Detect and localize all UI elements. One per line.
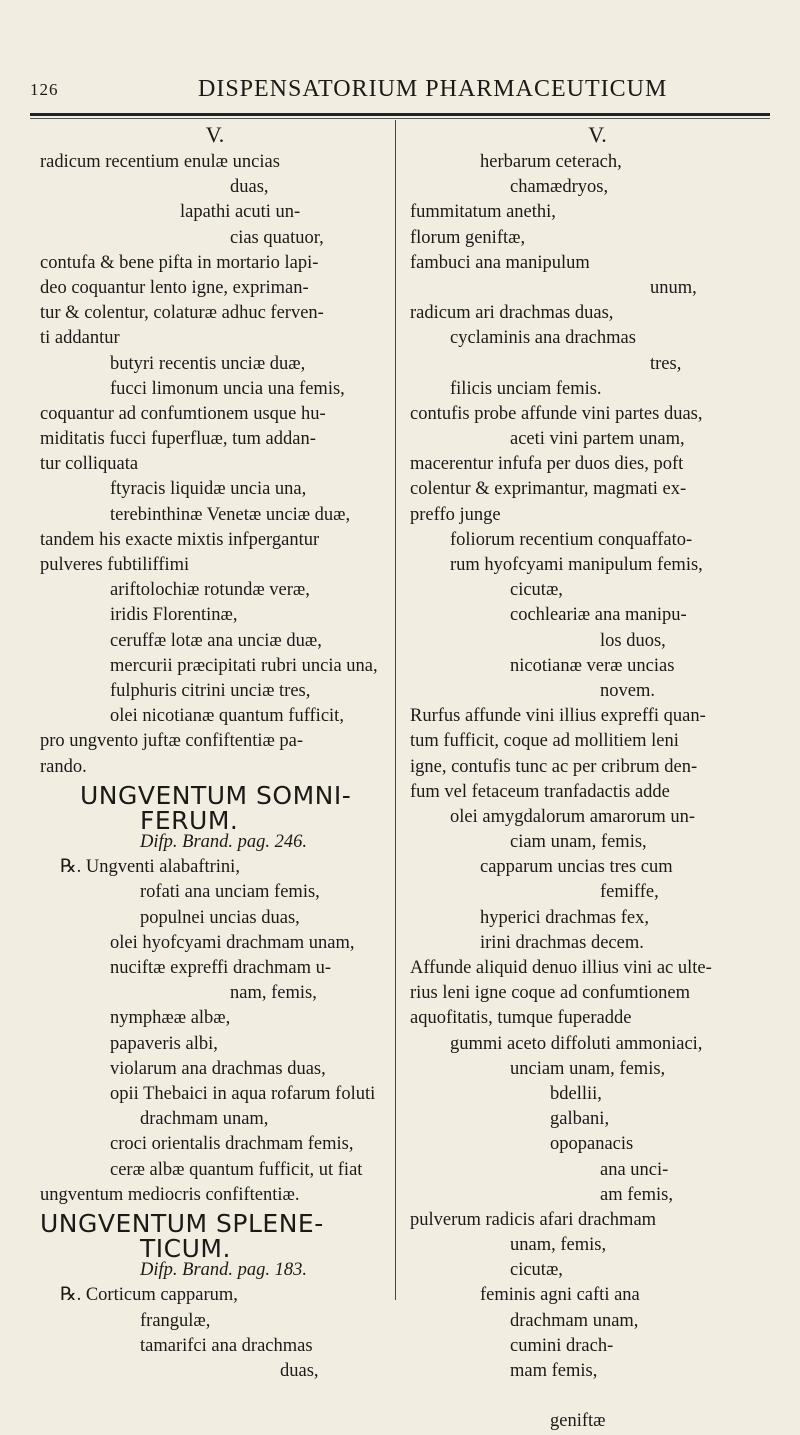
text-line: frangulæ, — [140, 1310, 211, 1331]
text-line: tur & colentur, colaturæ adhuc ferven- — [40, 303, 324, 324]
text-line: butyri recentis unciæ duæ, — [110, 353, 306, 374]
text-line: nam, femis, — [230, 983, 317, 1004]
text-line: aceti vini partem unam, — [510, 429, 685, 450]
reference-line: Difp. Brand. pag. 183. — [140, 1260, 308, 1281]
text-line: miditatis fucci fuperfluæ, tum addan- — [40, 429, 316, 450]
text-line: rofati ana unciam femis, — [140, 882, 320, 903]
text-line: olei nicotianæ quantum fufficit, — [110, 706, 344, 727]
text-line: cias quatuor, — [230, 227, 324, 248]
text-line: coquantur ad confumtionem usque hu- — [40, 403, 326, 424]
text-line: capparum uncias tres cum — [480, 857, 673, 878]
text-line: unum, — [650, 277, 697, 298]
text-line: fummitatum anethi, — [410, 202, 556, 223]
text-line: ℞. Corticum capparum, — [60, 1285, 238, 1306]
text-line: drachmam unam, — [510, 1310, 639, 1331]
text-line: macerentur infufa per duos dies, poft — [410, 454, 684, 475]
text-line: fum vel fetaceum tranfadactis adde — [410, 781, 670, 802]
running-header — [30, 76, 770, 112]
text-line: foliorum recentium conquaffato- — [450, 529, 693, 550]
text-line: tandem his exacte mixtis infpergantur — [40, 529, 320, 550]
left-column — [40, 118, 390, 1384]
text-line: opii Thebaici in aqua rofarum foluti — [110, 1083, 376, 1104]
text-line: violarum ana drachmas duas, — [110, 1058, 326, 1079]
text-line: Affunde aliquid denuo illius vini ac ulte- — [410, 958, 712, 978]
text-line: cumini drach- — [510, 1335, 614, 1356]
text-line: pulveres fubtiliffimi — [40, 555, 190, 575]
text-line: ti addantur — [40, 328, 120, 349]
text-line: pulverum radicis afari drachmam — [410, 1209, 657, 1230]
reference-line: Difp. Brand. pag. 246. — [140, 832, 308, 853]
text-line: ceruffæ lotæ ana unciæ duæ, — [110, 630, 322, 651]
text-line: tur colliquata — [40, 454, 139, 475]
column-letter: V. — [205, 122, 225, 147]
text-line: chamædryos, — [510, 177, 609, 198]
text-line: contufa & bene pifta in mortario lapi- — [40, 252, 319, 273]
text-line: pro ungvento juftæ confiftentiæ pa- — [40, 731, 304, 752]
text-line: duas, — [230, 177, 269, 198]
text-line: ana unci- — [600, 1159, 669, 1180]
text-line: fulphuris citrini unciæ tres, — [110, 680, 311, 701]
text-line: drachmam unam, — [140, 1109, 269, 1130]
text-line: am femis, — [600, 1184, 673, 1205]
text-line: fucci limonum uncia una femis, — [110, 378, 345, 399]
text-line: ciam unam, femis, — [510, 832, 647, 853]
text-line: olei amygdalorum amarorum un- — [450, 806, 696, 827]
text-line: deo coquantur lento igne, expriman- — [40, 277, 309, 298]
text-line: ungventum mediocris confiftentiæ. — [40, 1184, 300, 1205]
text-line: cyclaminis ana drachmas — [450, 328, 636, 349]
text-line: irini drachmas decem. — [480, 932, 644, 953]
text-line: cicutæ, — [510, 580, 563, 601]
text-line: tamarifci ana drachmas — [140, 1335, 313, 1356]
text-line: mercurii præcipitati rubri uncia una, — [110, 655, 378, 676]
section-title: TICUM. — [140, 1234, 231, 1264]
text-line: herbarum ceterach, — [480, 152, 622, 172]
text-line: cicutæ, — [510, 1260, 563, 1281]
text-line: bdellii, — [550, 1083, 602, 1104]
text-line: cochleariæ ana manipu- — [510, 605, 687, 626]
text-line: ℞. Ungventi alabaftrini, — [60, 857, 240, 878]
text-line: florum geniftæ, — [410, 227, 526, 248]
text-line: filicis unciam femis. — [450, 378, 602, 399]
text-line: opopanacis — [550, 1134, 634, 1155]
text-line: contufis probe affunde vini partes duas, — [410, 403, 703, 424]
text-line: nuciftæ expreffi drachmam u- — [110, 958, 332, 978]
text-line: papaveris albi, — [110, 1033, 218, 1054]
running-title: DISPENSATORIUM PHARMACEUTICUM — [198, 76, 668, 102]
text-line: tres, — [650, 353, 682, 374]
text-line: galbani, — [550, 1109, 610, 1130]
text-line: olei hyofcyami drachmam unam, — [110, 932, 355, 953]
text-line: femiffe, — [600, 882, 659, 903]
text-line: tum fufficit, coque ad mollitiem leni — [410, 731, 679, 752]
text-line: mam femis, — [510, 1361, 598, 1381]
text-line: feminis agni cafti ana — [480, 1285, 640, 1306]
section-title: UNGVENTUM SOMNI- — [80, 780, 352, 810]
section-title: UNGVENTUM SPLENE- — [40, 1208, 324, 1238]
text-line: populnei uncias duas, — [140, 907, 300, 928]
text-line: lapathi acuti un- — [180, 202, 301, 223]
text-line: iridis Florentinæ, — [110, 605, 238, 626]
header-rule — [30, 113, 770, 116]
text-line: croci orientalis drachmam femis, — [110, 1134, 354, 1155]
text-line: radicum recentium enulæ uncias — [40, 152, 280, 172]
right-column — [410, 118, 785, 1435]
text-line: duas, — [280, 1361, 319, 1381]
text-line: Rurfus affunde vini illius expreffi quan- — [410, 706, 706, 727]
text-line: preffo junge — [410, 504, 501, 525]
text-line: gummi aceto diffoluti ammoniaci, — [450, 1033, 703, 1054]
text-line: rius leni igne coque ad confumtionem — [410, 983, 690, 1004]
column-separator — [395, 120, 396, 1300]
text-line: radicum ari drachmas duas, — [410, 303, 614, 324]
text-line: fambuci ana manipulum — [410, 252, 590, 273]
text-line: geniftæ — [550, 1411, 606, 1432]
text-line: hyperici drachmas fex, — [480, 907, 649, 928]
section-title: FERUM. — [140, 805, 239, 835]
text-line: ceræ albæ quantum fufficit, ut fiat — [110, 1159, 363, 1180]
text-line: terebinthinæ Venetæ unciæ duæ, — [110, 504, 351, 525]
text-line: novem. — [600, 680, 655, 701]
text-line — [410, 1384, 785, 1409]
text-line: ftyracis liquidæ uncia una, — [110, 479, 307, 500]
text-line: rum hyofcyami manipulum femis, — [450, 555, 703, 575]
text-line: los duos, — [600, 630, 666, 651]
text-line: nicotianæ veræ uncias — [510, 655, 675, 676]
text-line: unciam unam, femis, — [510, 1058, 666, 1079]
text-line: rando. — [40, 756, 87, 777]
page-number: 126 — [30, 80, 59, 99]
column-letter: V. — [588, 122, 607, 147]
text-line: aquofitatis, tumque fuperadde — [410, 1008, 632, 1029]
text-line: colentur & exprimantur, magmati ex- — [410, 479, 687, 500]
text-line: igne, contufis tunc ac per cribrum den- — [410, 756, 698, 777]
text-line: ariftolochiæ rotundæ veræ, — [110, 580, 310, 601]
text-line: unam, femis, — [510, 1235, 607, 1256]
text-line: nymphææ albæ, — [110, 1008, 231, 1029]
